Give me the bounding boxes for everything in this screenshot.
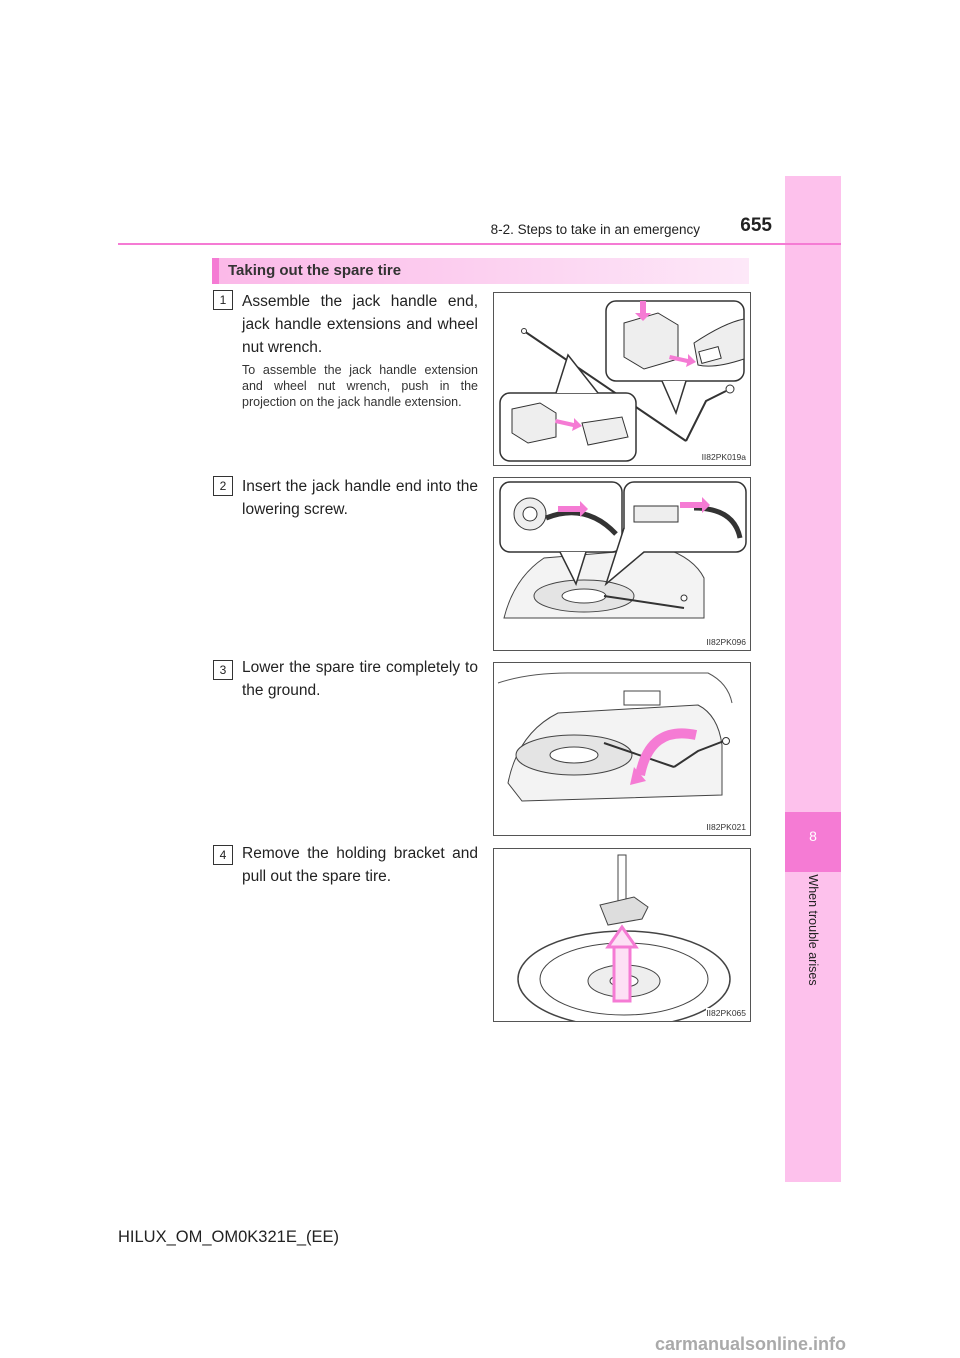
figure-lower-spare-tire — [493, 662, 751, 836]
step-1-number: 1 — [213, 290, 233, 310]
header-divider — [118, 243, 841, 245]
lower-spare-tire-illustration — [494, 663, 750, 835]
step-2-number: 2 — [213, 476, 233, 496]
chapter-title: When trouble arises — [806, 874, 820, 986]
step-3-number: 3 — [213, 660, 233, 680]
watermark: carmanualsonline.info — [655, 1334, 847, 1354]
section-heading-bar — [212, 258, 749, 284]
step-1-text: Assemble the jack handle end, jack handle extensions and wheel nut wrench. — [242, 293, 478, 356]
remove-spare-tire-illustration — [494, 849, 750, 1021]
step-4-number: 4 — [213, 845, 233, 865]
figure-code: II82PK021 — [706, 822, 746, 832]
document-code: HILUX_OM_OM0K321E_(EE) — [118, 1228, 340, 1246]
section-title: Taking out the spare tire — [228, 262, 402, 279]
page-number: 655 — [740, 215, 772, 236]
chapter-side-tab — [785, 176, 841, 1182]
step-4-text: Remove the holding bracket and pull out the spare tire. — [242, 845, 478, 885]
step-3-text: Lower the spare tire completely to the ground. — [242, 659, 478, 699]
figure-code: II82PK096 — [706, 637, 746, 647]
figure-insert-lowering-screw — [493, 477, 751, 651]
step-2-text: Insert the jack handle end into the lowering screw. — [242, 478, 478, 518]
chapter-number: 8 — [809, 828, 817, 844]
step-1-note: To assemble the jack handle extension and wheel nut wrench, push in the projection on the jack handle extension. — [242, 363, 478, 409]
figure-code: II82PK065 — [706, 1008, 746, 1018]
figure-code: II82PK019a — [701, 452, 746, 462]
header-section-title: 8-2. Steps to take in an emergency — [490, 222, 700, 237]
jack-handle-assembly-illustration — [494, 293, 750, 465]
section-heading-accent — [212, 258, 219, 284]
figure-jack-handle-assembly — [493, 292, 751, 466]
lowering-screw-illustration — [494, 478, 750, 650]
figure-remove-spare-tire — [493, 848, 751, 1022]
